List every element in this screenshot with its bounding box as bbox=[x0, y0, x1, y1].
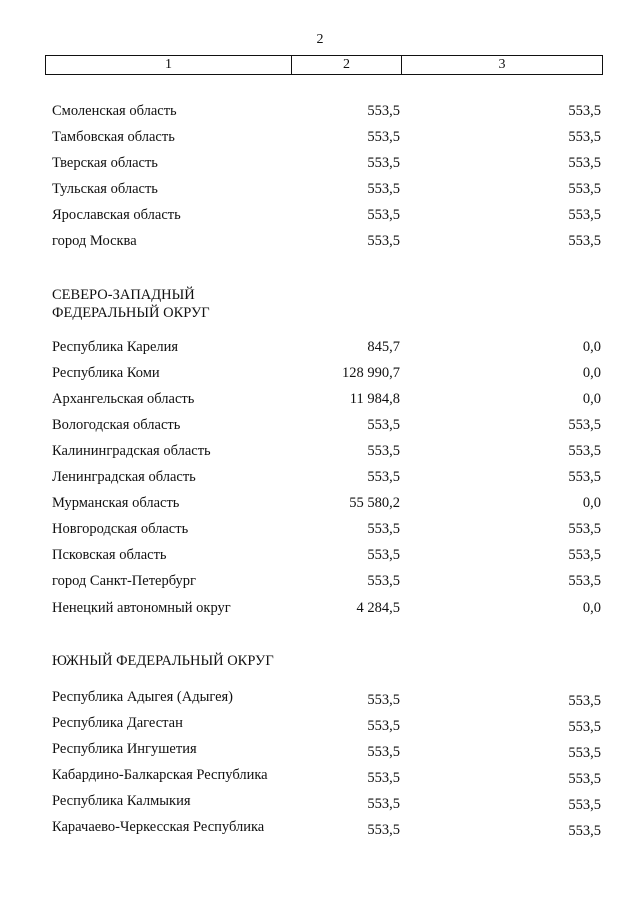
table-row bbox=[0, 466, 640, 488]
value-col2: 55 580,2 bbox=[349, 495, 400, 511]
value-col2: 553,5 bbox=[367, 822, 400, 838]
region-name: Тамбовская область bbox=[52, 129, 175, 145]
value-col3: 553,5 bbox=[568, 155, 601, 171]
table-row bbox=[0, 336, 640, 358]
value-col3: 553,5 bbox=[568, 547, 601, 563]
region-name: Новгородская область bbox=[52, 521, 189, 537]
value-col3: 553,5 bbox=[568, 693, 601, 709]
table-row bbox=[0, 764, 640, 786]
value-col2: 553,5 bbox=[367, 796, 400, 812]
region-name: город Москва bbox=[52, 233, 137, 249]
value-col2: 553,5 bbox=[367, 718, 400, 734]
region-name: Карачаево-Черкесская Республика bbox=[52, 819, 265, 835]
table-row bbox=[0, 440, 640, 462]
region-name: Республика Адыгея (Адыгея) bbox=[52, 689, 234, 705]
value-col2: 553,5 bbox=[367, 770, 400, 786]
table-row bbox=[0, 126, 640, 148]
region-name: Республика Дагестан bbox=[52, 715, 183, 731]
table-row bbox=[0, 362, 640, 384]
table-row bbox=[0, 414, 640, 436]
region-name: Ленинградская область bbox=[52, 469, 196, 485]
table-row bbox=[0, 178, 640, 200]
table-row bbox=[0, 816, 640, 838]
column-header-2: 2 bbox=[292, 56, 402, 74]
value-col2: 128 990,7 bbox=[342, 365, 400, 381]
table-row bbox=[0, 152, 640, 174]
region-name: Вологодская область bbox=[52, 417, 181, 433]
value-col2: 4 284,5 bbox=[356, 600, 400, 616]
table-row bbox=[0, 597, 640, 619]
value-col2: 553,5 bbox=[367, 443, 400, 459]
section-heading-south bbox=[52, 652, 274, 670]
page-number: 2 bbox=[316, 32, 324, 47]
section-heading-northwest bbox=[52, 286, 210, 322]
table-row bbox=[0, 544, 640, 566]
region-name: Республика Калмыкия bbox=[52, 793, 191, 809]
column-header-row bbox=[45, 55, 603, 75]
value-col2: 11 984,8 bbox=[349, 391, 400, 407]
value-col3: 553,5 bbox=[568, 181, 601, 197]
region-name: Республика Ингушетия bbox=[52, 741, 197, 757]
region-name: Тверская область bbox=[52, 155, 158, 171]
value-col3: 553,5 bbox=[568, 207, 601, 223]
table-row bbox=[0, 738, 640, 760]
value-col2: 553,5 bbox=[367, 233, 400, 249]
value-col2: 553,5 bbox=[367, 744, 400, 760]
table-row bbox=[0, 100, 640, 122]
value-col2: 553,5 bbox=[367, 547, 400, 563]
value-col3: 0,0 bbox=[582, 600, 601, 616]
value-col3: 553,5 bbox=[568, 823, 601, 839]
value-col2: 553,5 bbox=[367, 469, 400, 485]
region-name: Республика Коми bbox=[52, 365, 160, 381]
table-row bbox=[0, 492, 640, 514]
table-row bbox=[0, 686, 640, 708]
column-header-3: 3 bbox=[498, 57, 506, 72]
region-name: Калининградская область bbox=[52, 443, 211, 459]
value-col3: 0,0 bbox=[582, 339, 601, 355]
region-name: Архангельская область bbox=[52, 391, 195, 407]
value-col3: 553,5 bbox=[568, 521, 601, 537]
table-row bbox=[0, 790, 640, 812]
value-col2: 553,5 bbox=[367, 155, 400, 171]
value-col3: 0,0 bbox=[582, 495, 601, 511]
table-row bbox=[0, 712, 640, 734]
value-col3: 553,5 bbox=[568, 745, 601, 761]
table-row bbox=[0, 570, 640, 592]
region-name: Ярославская область bbox=[52, 207, 181, 223]
table-row bbox=[0, 388, 640, 410]
value-col3: 553,5 bbox=[568, 573, 601, 589]
value-col2: 553,5 bbox=[367, 521, 400, 537]
section-heading-line: ФЕДЕРАЛЬНЫЙ ОКРУГ bbox=[52, 305, 210, 321]
section-heading-line: СЕВЕРО-ЗАПАДНЫЙ bbox=[52, 287, 195, 303]
value-col3: 0,0 bbox=[582, 365, 601, 381]
value-col2: 553,5 bbox=[367, 573, 400, 589]
value-col3: 553,5 bbox=[568, 129, 601, 145]
region-name: Псковская область bbox=[52, 547, 167, 563]
value-col3: 553,5 bbox=[568, 771, 601, 787]
section-heading-line: ЮЖНЫЙ ФЕДЕРАЛЬНЫЙ ОКРУГ bbox=[52, 653, 274, 669]
column-header-1: 1 bbox=[46, 56, 292, 74]
region-name: Кабардино-Балкарская Республика bbox=[52, 767, 268, 783]
value-col3: 553,5 bbox=[568, 417, 601, 433]
table-row bbox=[0, 204, 640, 226]
value-col3: 553,5 bbox=[568, 719, 601, 735]
value-col2: 553,5 bbox=[367, 692, 400, 708]
value-col2: 553,5 bbox=[367, 129, 400, 145]
region-name: Республика Карелия bbox=[52, 339, 179, 355]
region-name: Мурманская область bbox=[52, 495, 180, 511]
value-col2: 845,7 bbox=[367, 339, 400, 355]
value-col3: 553,5 bbox=[568, 797, 601, 813]
region-name: город Санкт-Петербург bbox=[52, 573, 197, 589]
value-col3: 553,5 bbox=[568, 103, 601, 119]
region-name: Тульская область bbox=[52, 181, 158, 197]
table-row bbox=[0, 518, 640, 540]
value-col3: 553,5 bbox=[568, 443, 601, 459]
value-col3: 553,5 bbox=[568, 233, 601, 249]
region-name: Смоленская область bbox=[52, 103, 177, 119]
value-col2: 553,5 bbox=[367, 181, 400, 197]
value-col2: 553,5 bbox=[367, 417, 400, 433]
value-col2: 553,5 bbox=[367, 103, 400, 119]
table-row bbox=[0, 230, 640, 252]
value-col3: 553,5 bbox=[568, 469, 601, 485]
region-name: Ненецкий автономный округ bbox=[52, 600, 231, 616]
value-col2: 553,5 bbox=[367, 207, 400, 223]
value-col3: 0,0 bbox=[582, 391, 601, 407]
